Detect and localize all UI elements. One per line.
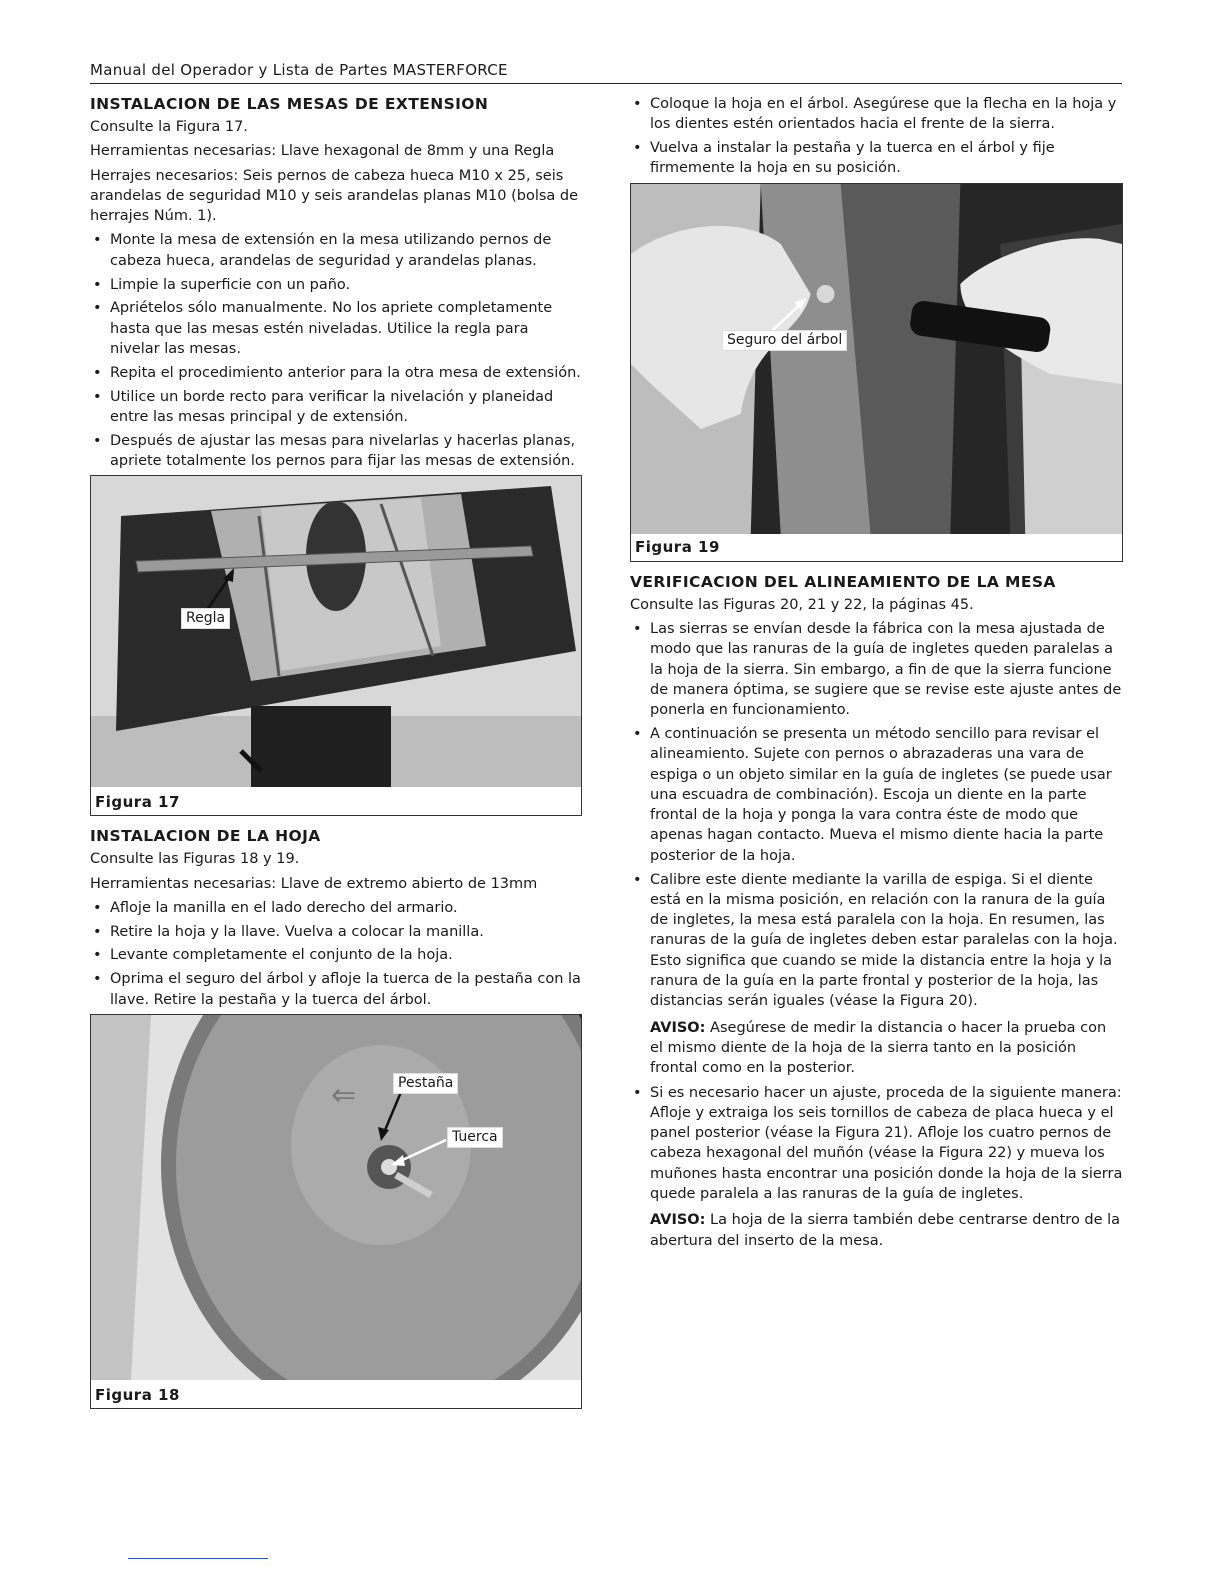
list-item: • Utilice un borde recto para verificar la nivelación y planeidad entre las mesas principal y de extensión. [90, 387, 582, 428]
paragraph: Consulte las Figuras 18 y 19. [90, 851, 300, 868]
section-heading-extension-tables: INSTALACION DE LAS MESAS DE EXTENSION [90, 95, 489, 113]
figure-19-label-seguro-arbol: Seguro del árbol [722, 330, 847, 351]
footer-rule [128, 1558, 268, 1559]
figure-18-caption: Figura 18 [95, 1385, 180, 1404]
figure-17-label-regla: Regla [181, 608, 230, 629]
figure-18-photo [91, 1015, 581, 1380]
section-heading-blade-install: INSTALACION DE LA HOJA [90, 827, 321, 846]
figure-17-caption: Figura 17 [95, 792, 180, 811]
header-title: Manual del Operador y Lista de Partes MASTERFORCE [90, 61, 508, 79]
list-item: • Afloje la manilla en el lado derecho del armario. [90, 898, 582, 918]
paragraph: Consulte las Figuras 20, 21 y 22, la páginas 45. [630, 596, 974, 613]
figure-18-label-pestana: Pestaña [393, 1073, 458, 1094]
svg-text:⇐: ⇐ [331, 1077, 357, 1113]
left-column [90, 94, 582, 1419]
list-item: • Repita el procedimiento anterior para la otra mesa de extensión. [90, 363, 582, 383]
list-item: • Después de ajustar las mesas para nivelarlas y hacerlas planas, apriete totalmente los pernos para fijar las mesas de extensión. [90, 431, 582, 472]
figure-18-label-tuerca: Tuerca [447, 1127, 503, 1148]
list-item: • Retire la hoja y la llave. Vuelva a colocar la manilla. [90, 922, 582, 942]
list-item: • Apriételos sólo manualmente. No los apriete completamente hasta que las mesas estén niveladas. Utilice la regla para nivelar las mesas. [90, 298, 582, 359]
list-item: • Levante completamente el conjunto de la hoja. [90, 945, 582, 965]
list-item: • Vuelva a instalar la pestaña y la tuerca en el árbol y fije firmemente la hoja en su posición. [630, 138, 1123, 179]
bullet-list [630, 1083, 1123, 1205]
bullet-list [90, 898, 582, 1010]
list-item: • Calibre este diente mediante la varilla de espiga. Si el diente está en la misma posición, en relación con la ranura de la guía de ingletes, la mesa está paralela con la hoja. En resumen, las ranuras de la guía de ingletes deben estar paralelas con la hoja. Esto significa que cuando se mide la distancia entre la hoja y la ranura de la guía en la parte frontal y posterior de la hoja, las distancias serán iguales (véase la Figura 20). [630, 870, 1123, 1012]
list-item: • Oprima el seguro del árbol y afloje la tuerca de la pestaña con la llave. Retire la pestaña y la tuerca del árbol. [90, 969, 582, 1010]
bullet-list [90, 230, 582, 471]
notice-paragraph [630, 1018, 1123, 1079]
right-column [630, 94, 1123, 1255]
paragraph: Consulte la Figura 17. [90, 119, 248, 135]
notice-text: Asegúrese de medir la distancia o hacer la prueba con el mismo diente de la hoja de la sierra tanto en la posición frontal como en la posterior. [650, 1019, 1107, 1077]
figure-19 [630, 183, 1123, 562]
figure-17-photo [91, 476, 581, 787]
list-item: • Las sierras se envían desde la fábrica con la mesa ajustada de modo que las ranuras de la guía de ingletes queden paralelas a la hoja de la sierra. Sin embargo, a fin de que la sierra funcione de manera óptima, se sugiere que se revise este ajuste antes de ponerla en funcionamiento. [630, 619, 1123, 720]
notice-text: La hoja de la sierra también debe centrarse dentro de la abertura del inserto de la mesa. [650, 1212, 1121, 1249]
list-item: • Limpie la superficie con un paño. [90, 275, 582, 295]
section-heading-table-alignment: VERIFICACION DEL ALINEAMIENTO DE LA MESA [630, 572, 1056, 591]
bullet-list [630, 619, 1123, 1012]
notice-label: AVISO: [650, 1019, 706, 1036]
bullet-list [630, 94, 1123, 179]
paragraph: Herramientas necesarias: Llave de extremo abierto de 13mm [90, 875, 538, 892]
notice-paragraph [630, 1210, 1123, 1251]
paragraph: Herrajes necesarios: Seis pernos de cabeza hueca M10 x 25, seis arandelas de seguridad M10 y seis arandelas planas M10 (bolsa de herrajes Núm. 1). [90, 167, 579, 225]
list-item: • Coloque la hoja en el árbol. Asegúrese que la flecha en la hoja y los dientes estén orientados hacia el frente de la sierra. [630, 94, 1123, 135]
list-item: • Monte la mesa de extensión en la mesa utilizando pernos de cabeza hueca, arandelas de seguridad y arandelas planas. [90, 230, 582, 271]
figure-19-caption: Figura 19 [635, 538, 720, 557]
notice-label: AVISO: [650, 1212, 706, 1229]
figure-18 [90, 1014, 582, 1409]
figure-19-photo [631, 184, 1122, 534]
paragraph: Herramientas necesarias: Llave hexagonal de 8mm y una Regla [90, 143, 555, 160]
list-item: • A continuación se presenta un método sencillo para revisar el alineamiento. Sujete con pernos o abrazaderas una vara de espiga o un objeto similar en la guía de ingletes (se puede usar una escuadra de combinación). Escoja un diente en la parte frontal de la hoja y ponga la vara contra éste de modo que apenas hagan contacto. Mueva el mismo diente hacia la parte posterior de la hoja. [630, 724, 1123, 866]
page-header [90, 60, 1122, 84]
list-item: • Si es necesario hacer un ajuste, proceda de la siguiente manera: Afloje y extraiga los seis tornillos de cabeza de placa hueca y el panel posterior (véase la Figura 21). Afloje los cuatro pernos de cabeza hexagonal del muñón (véase la Figura 22) y mueva los muñones hasta encontrar una posición donde la hoja de la sierra quede paralela a las ranuras de la guía de ingletes. [630, 1083, 1123, 1205]
figure-17 [90, 475, 582, 816]
